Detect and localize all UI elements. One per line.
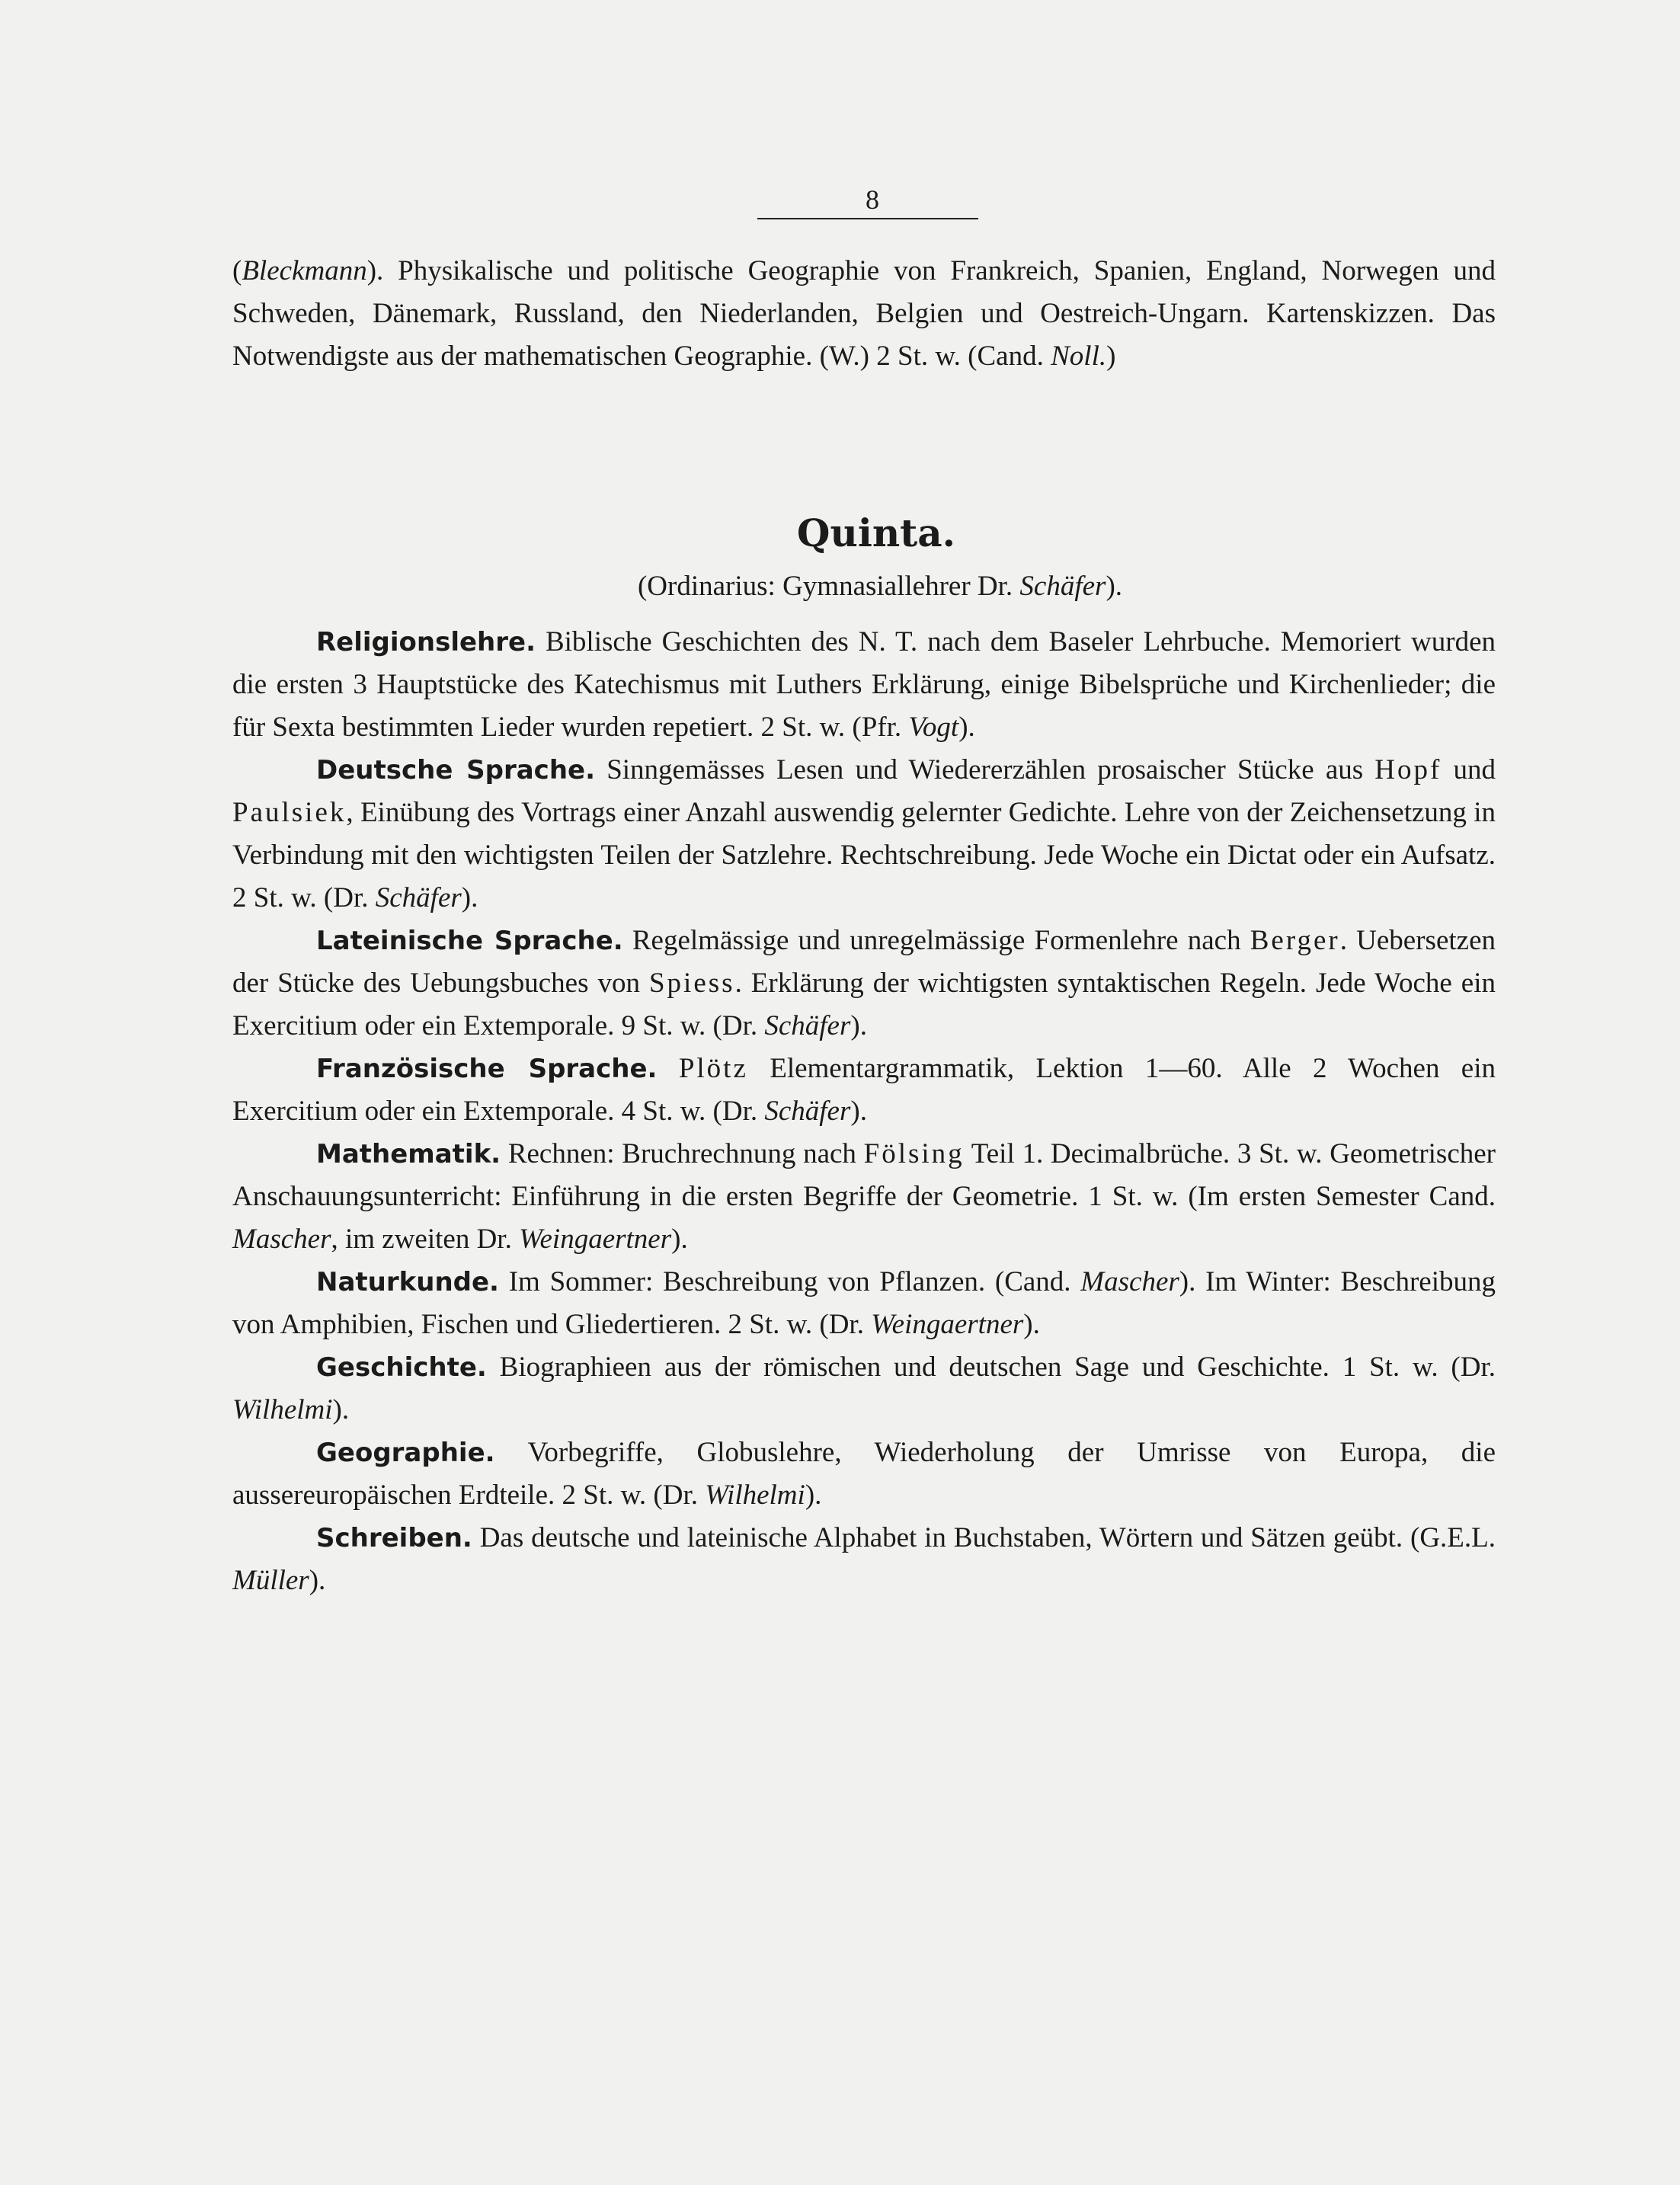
author-name: Hopf [1374,754,1442,785]
teacher-name: Mascher [232,1224,331,1255]
subject-text: ). [850,1010,867,1041]
subject-text: Biblische Geschichten des N. T. nach dem Baseler Lehrbuche. Memoriert wurden die ersten 3 Hauptstücke des Katechismus mit Luthers Erklärung, einige Bibelsprüche und Kirchenlieder; die für Sexta bestimmten Lieder wurden repetiert. 2 St. w. (Pfr. [232,626,1496,743]
teacher-name: Mascher [1080,1266,1179,1297]
teacher-name: Wilhelmi [232,1394,333,1425]
author-name: Paulsiek [232,797,347,828]
subject-religion [232,621,1496,749]
subject-text: ). [958,712,975,743]
subject-text: ). [805,1480,822,1511]
subject-mathematik [232,1133,1496,1261]
teacher-name: Weingaertner [519,1224,672,1255]
page-number: 8 [866,184,879,215]
subject-text: Vorbegriffe, Globuslehre, Wiederholung der Umrisse von Europa, die aussereuropäischen Erdteile. 2 St. w. (Dr. [232,1437,1496,1511]
subject-text: Regelmässige und unregelmässige Formenlehre nach [622,925,1250,956]
subject-text: Teil 1. Decimalbrüche. 3 St. w. Geometrischer Anschauungsunterricht: Einführung in die ersten Begriffe der Geometrie. 1 St. w. (Im ersten Semester Cand. [232,1138,1496,1212]
subject-text: ). [1023,1309,1040,1340]
teacher-name: Weingaertner [871,1309,1024,1340]
subjects-list [232,621,1496,1602]
intro-text: ( [232,255,242,286]
ordinarius-text: (Ordinarius: Gymnasiallehrer Dr. [637,571,1020,602]
teacher-name: Schäfer [375,882,462,913]
teacher-name: Schäfer [764,1096,851,1127]
intro-text: ) [1106,341,1116,372]
subject-text: und [1442,754,1496,785]
subject-text [657,1053,678,1084]
subject-text: ). [850,1096,867,1127]
intro-text: ). Physikalische und politische Geographie von Frankreich, Spanien, England, Norwegen und Schweden, Dänemark, Russland, den Niederlanden, Belgien und Oestreich-Ungarn. Kartenskizzen. Das Notwendigste aus der mathematischen Geographie. (W.) 2 St. w. (Cand. [232,255,1496,372]
subject-text: ). Im Winter: Beschreibung von Amphibien, Fischen und Gliedertieren. 2 St. w. (Dr. [232,1266,1496,1340]
intro-paragraph [232,250,1496,378]
subject-heading: Geschichte. [316,1352,487,1383]
subject-text: Im Sommer: Beschreibung von Pflanzen. (Cand. [498,1266,1081,1297]
author-name: Fölsing [863,1138,965,1169]
subject-text: ). [671,1224,688,1255]
teacher-name: Schäfer [1019,571,1106,602]
subject-text: Das deutsche und lateinische Alphabet in Buchstaben, Wörtern und Sätzen geübt. (G.E.L. [472,1522,1496,1553]
subject-heading: Mathematik. [316,1139,501,1169]
subject-heading: Französische Sprache. [316,1054,658,1084]
subject-heading: Deutsche Sprache. [316,755,596,785]
subject-latein [232,920,1496,1048]
header-rule [757,218,978,219]
subject-geographie [232,1432,1496,1517]
subject-text: Biographieen aus der römischen und deutschen Sage und Geschichte. 1 St. w. (Dr. [486,1352,1496,1383]
author-name: Plötz [678,1053,748,1084]
author-name: Spiess [648,968,735,999]
teacher-name: Müller [232,1565,309,1596]
subject-heading: Lateinische Sprache. [316,926,623,956]
subject-heading: Geographie. [316,1438,495,1468]
author-name: Berger [1250,925,1340,956]
subject-text: ). [332,1394,350,1425]
subject-text: , Einübung des Vortrags einer Anzahl auswendig gelernter Gedichte. Lehre von der Zeichensetzung in Verbindung mit den wichtigsten Teilen der Satzlehre. Rechtschreibung. Jede Woche ein Dictat oder ein Aufsatz. 2 St. w. (Dr. [232,797,1496,913]
subject-text: ). [309,1565,326,1596]
teacher-name: Noll. [1051,341,1107,372]
subject-text: ). [461,882,478,913]
ordinarius-text: ). [1106,571,1123,602]
teacher-name: Bleckmann [242,255,367,286]
subject-schreiben [232,1517,1496,1602]
subject-deutsch [232,749,1496,920]
subject-text: Rechnen: Bruchrechnung nach [501,1138,864,1169]
subject-text: , im zweiten Dr. [331,1224,520,1255]
subject-franzoesisch [232,1048,1496,1133]
teacher-name: Vogt [908,712,959,743]
subject-heading: Religionslehre. [316,627,536,657]
subject-geschichte [232,1346,1496,1432]
teacher-name: Schäfer [764,1010,851,1041]
subject-text: Elementargrammatik, Lektion 1—60. Alle 2 Wochen ein Exercitium oder ein Extemporale. 4 St. w. (Dr. [232,1053,1496,1127]
subject-text: Sinngemässes Lesen und Wiedererzählen prosaischer Stücke aus [595,754,1375,785]
teacher-name: Wilhelmi [705,1480,805,1511]
section-title: Quinta. [796,510,956,555]
subject-naturkunde [232,1261,1496,1346]
subject-text: . Erklärung der wichtigsten syntaktischen Regeln. Jede Woche ein Exercitium oder ein Extemporale. 9 St. w. (Dr. [232,968,1496,1041]
ordinarius-line [495,565,1265,608]
subject-text: . Uebersetzen der Stücke des Uebungsbuches von [232,925,1496,999]
subject-heading: Naturkunde. [316,1267,499,1297]
subject-heading: Schreiben. [316,1523,472,1553]
